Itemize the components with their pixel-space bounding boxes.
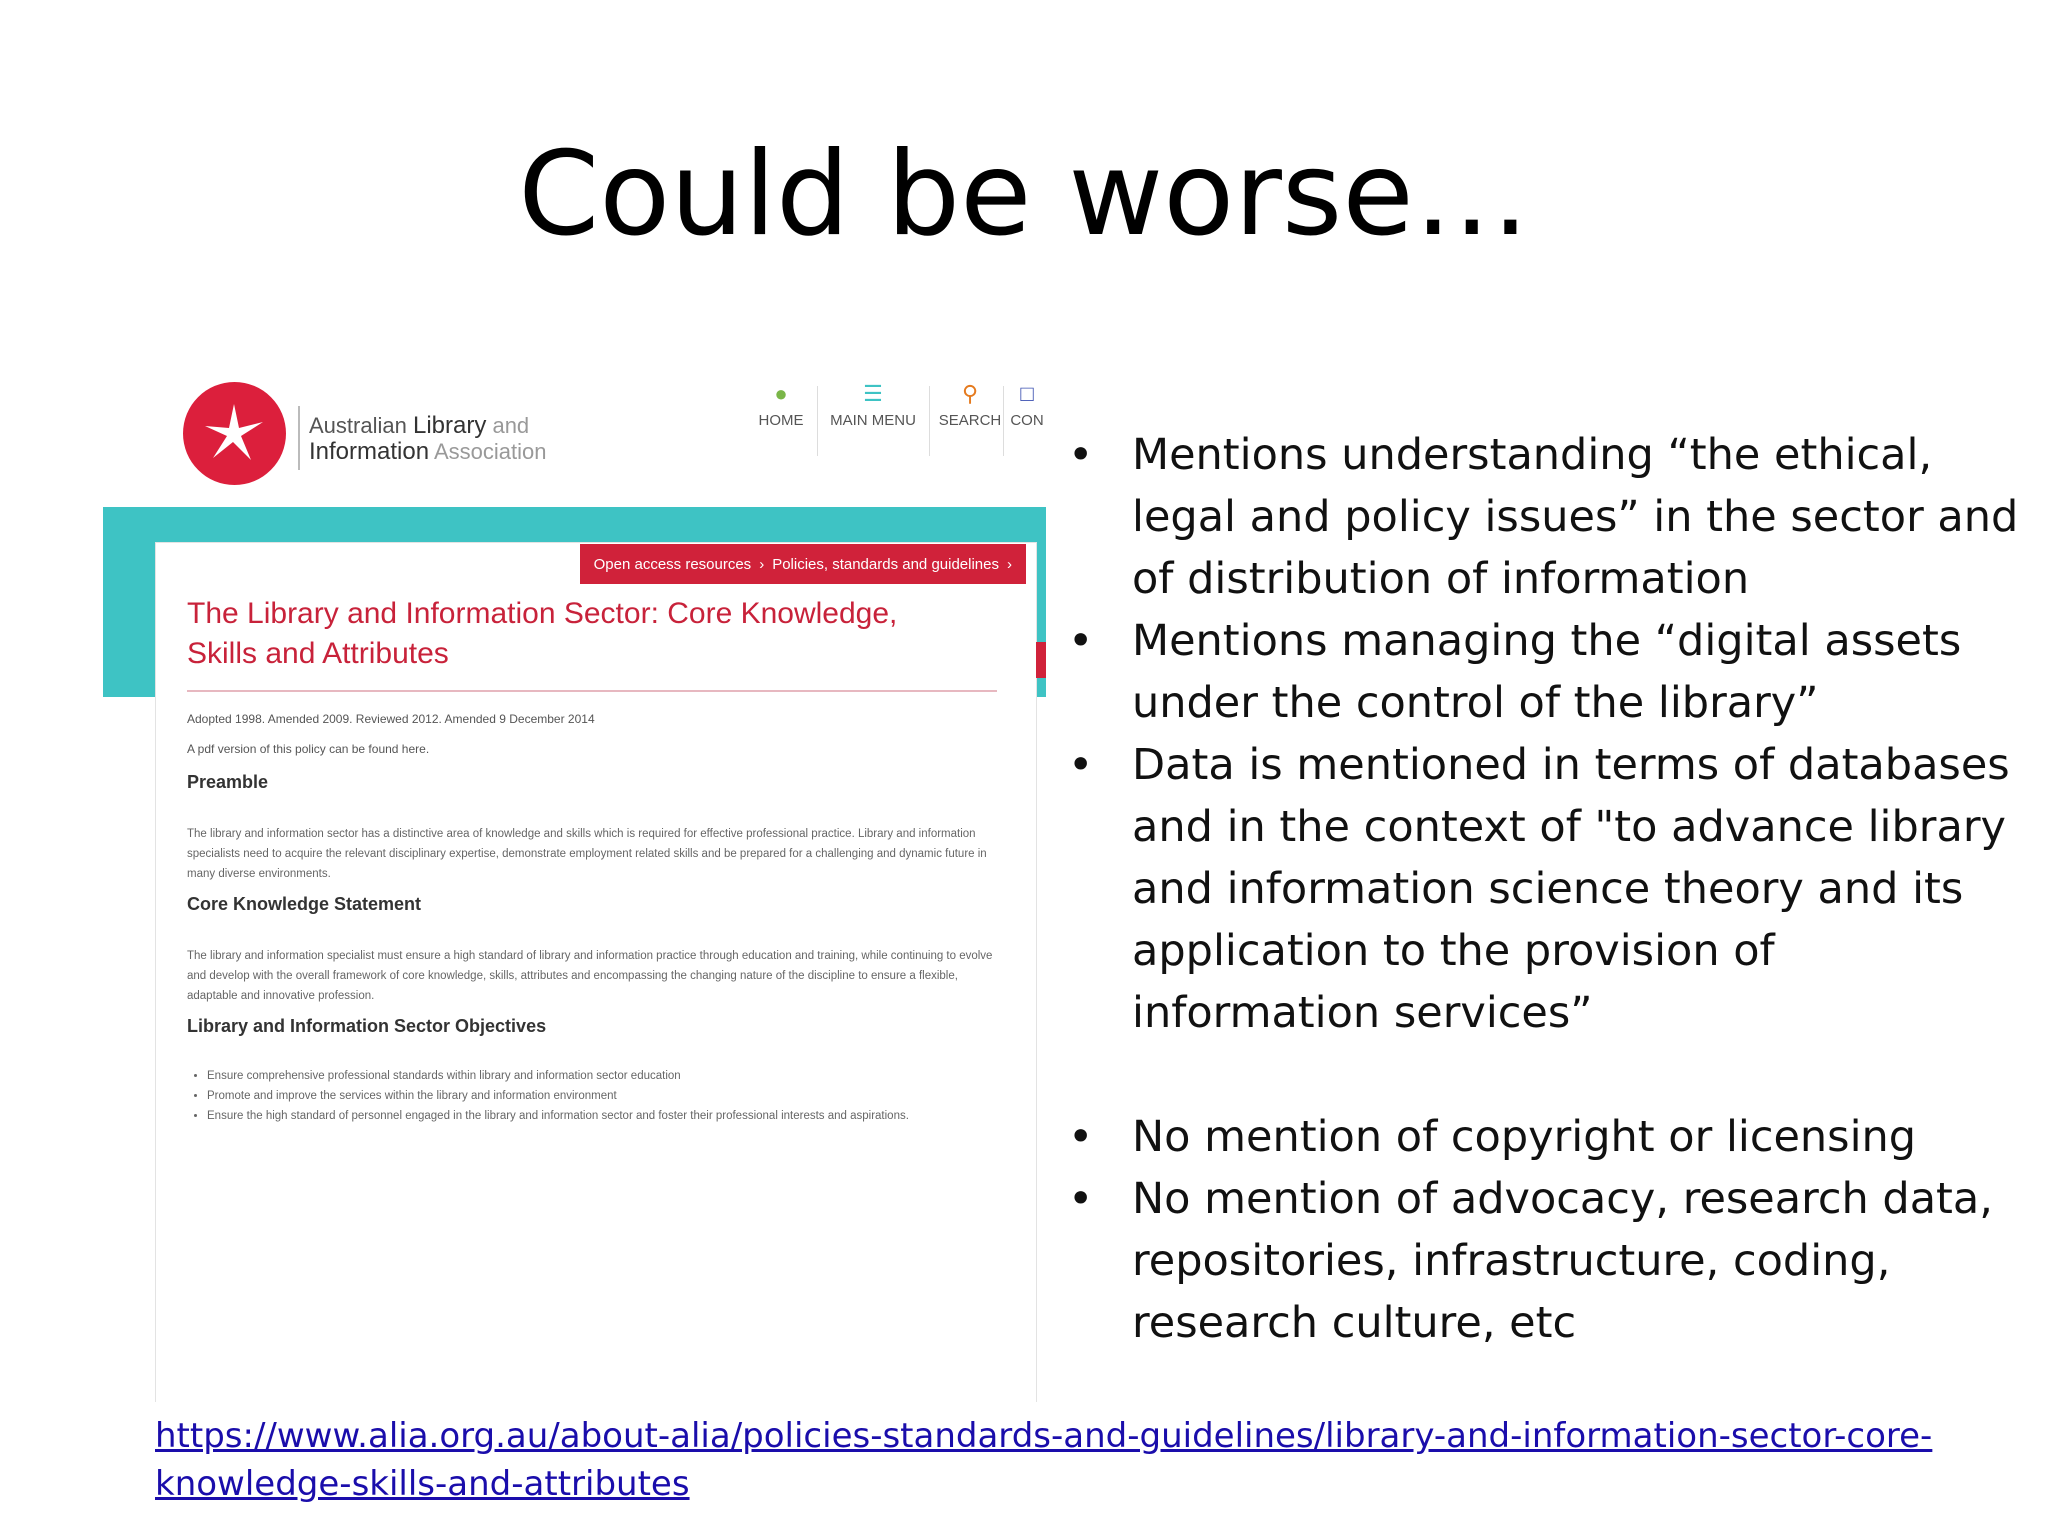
list-item: • Ensure comprehensive professional standards within library and information sector education (207, 1066, 1027, 1086)
bullet-icon: • (1068, 430, 1094, 480)
bullet-text: Mentions understanding “the ethical, legal and policy issues” in the sector and of distribution of information (1132, 430, 2019, 604)
chat-icon: □ (1020, 381, 1034, 406)
alia-logo[interactable] (183, 382, 286, 485)
adopted-note: Adopted 1998. Amended 2009. Reviewed 2012. Amended 9 December 2014 (187, 712, 595, 726)
logo-divider (298, 406, 300, 470)
star-icon (201, 400, 268, 467)
bullet-icon: • (1068, 740, 1094, 790)
slide-title: Could be worse… (518, 127, 1530, 262)
nav-home[interactable] (751, 376, 811, 466)
bullet-icon: • (1068, 1112, 1094, 1162)
page-title: The Library and Information Sector: Core Knowledge, Skills and Attributes (187, 597, 898, 670)
bullet-item (1060, 1106, 2020, 1168)
side-tab (1036, 642, 1046, 678)
bullet-text: No mention of advocacy, research data, repositories, infrastructure, coding, research culture, etc (1132, 1174, 1993, 1348)
source-link[interactable]: https://www.alia.org.au/about-alia/policies-standards-and-guidelines/library-and-information-sector-core-knowledge-skills-and-attributes (155, 1416, 1933, 1504)
bullet-text: No mention of copyright or licensing (1132, 1112, 1917, 1162)
chevron-right-icon: › (759, 555, 765, 573)
logo-text-line-2: Information Association (309, 438, 547, 465)
list-item: • Promote and improve the services within the library and information environment (207, 1086, 1027, 1106)
nav-separator (817, 386, 818, 456)
breadcrumb-item[interactable]: Open access resources (593, 555, 752, 573)
bullet-item (1060, 424, 2020, 610)
bullet-text: Data is mentioned in terms of databases and in the context of "to advance library and information science theory and its application to the provision of information services” (1132, 740, 2010, 1038)
bullet-item (1060, 734, 2020, 1044)
site-header (103, 372, 1046, 507)
nav-home-label: HOME (758, 412, 804, 429)
website-screenshot (103, 372, 1046, 1402)
nav-contact[interactable] (1008, 376, 1046, 466)
bullet-icon: • (1068, 1174, 1094, 1224)
section-heading: Preamble (187, 772, 269, 792)
section-heading: Core Knowledge Statement (187, 894, 422, 914)
bullet-spacer (1060, 1044, 2020, 1106)
breadcrumb-item[interactable]: Policies, standards and guidelines (772, 555, 999, 573)
pdf-note[interactable]: A pdf version of this policy can be found here. (187, 742, 430, 756)
bullet-text: Mentions managing the “digital assets under the control of the library” (1132, 616, 1962, 728)
nav-contact-label: CON (1010, 412, 1044, 429)
nav-search-label: SEARCH (938, 412, 1002, 429)
bullet-icon: • (1068, 616, 1094, 666)
search-icon: ⚲ (961, 381, 979, 406)
title-divider (187, 690, 997, 692)
bullet-item (1060, 610, 2020, 734)
nav-main-menu-label: MAIN MENU (830, 412, 916, 429)
nav-search[interactable] (935, 376, 1005, 466)
objectives-list (187, 1066, 1027, 1126)
section-text: The library and information specialist must ensure a high standard of library and information practice through education and training, while continuing to evolve and develop with the overall framework of core knowledge, skills, attributes and encompassing the changing nature of the discipline to ensure a flexible, adaptable and innovative profession. (187, 950, 993, 1002)
bullet-item (1060, 1168, 2020, 1354)
logo-text-line-1: Australian Library and (309, 412, 530, 439)
section-text: The library and information sector has a distinctive area of knowledge and skills which is required for effective professional practice. Library and information specialists need to acquire the relevant disciplinary expertise, demonstrate employment related skills and be prepared for a challenging and dynamic future in many diverse environments. (187, 828, 987, 880)
list-icon: ☰ (863, 381, 883, 406)
breadcrumb (580, 544, 1026, 584)
chevron-right-icon: › (1007, 555, 1012, 573)
nav-separator (929, 386, 930, 456)
nav-separator (1003, 386, 1004, 456)
bullet-list (1060, 424, 2020, 1354)
section-heading: Library and Information Sector Objectives (187, 1016, 547, 1036)
home-icon: ● (774, 381, 788, 406)
list-item: • Ensure the high standard of personnel engaged in the library and information sector and foster their professional interests and aspirations. (207, 1106, 1027, 1126)
nav-main-menu[interactable] (823, 376, 923, 466)
